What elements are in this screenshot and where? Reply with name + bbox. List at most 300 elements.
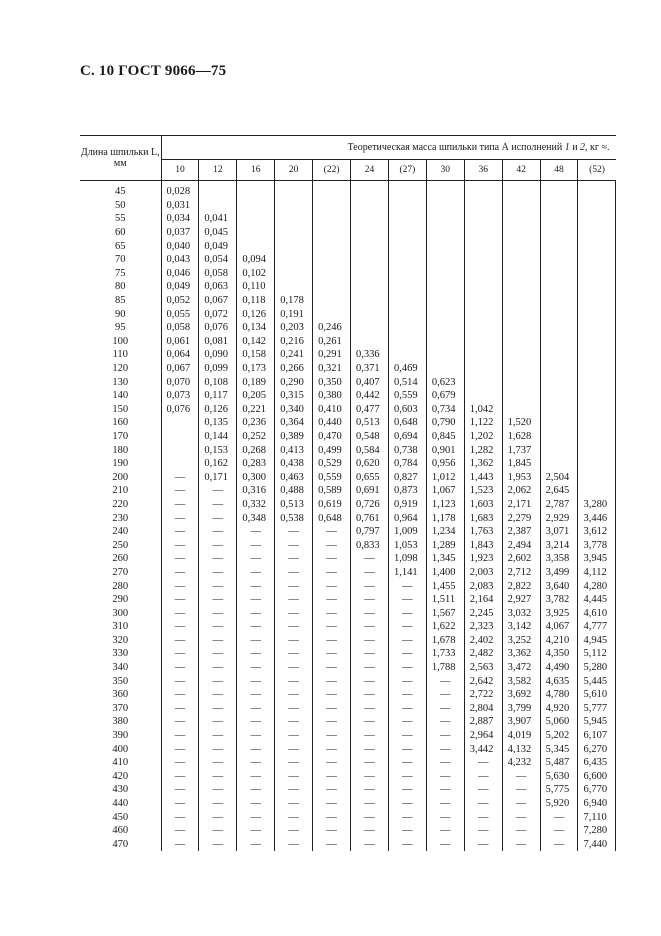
mass-cell: — <box>199 756 237 770</box>
mass-cell: — <box>237 579 275 593</box>
mass-cell: — <box>199 484 237 498</box>
mass-cell <box>388 321 426 335</box>
mass-cell: — <box>199 593 237 607</box>
mass-cell: — <box>313 538 351 552</box>
mass-cell: 0,514 <box>388 375 426 389</box>
mass-cell: — <box>161 742 199 756</box>
mass-cell: — <box>275 525 313 539</box>
mass-cell <box>464 294 502 308</box>
mass-cell <box>351 280 389 294</box>
mass-cell: 3,582 <box>502 674 540 688</box>
mass-cell: 1,567 <box>426 606 464 620</box>
mass-cell: 0,797 <box>351 525 389 539</box>
mass-cell: 0,135 <box>199 416 237 430</box>
table-row <box>80 838 616 852</box>
mass-cell: 0,726 <box>351 498 389 512</box>
length-cell: 270 <box>80 566 161 580</box>
mass-cell: — <box>237 606 275 620</box>
mass-cell: — <box>161 770 199 784</box>
mass-cell: 4,445 <box>578 593 616 607</box>
mass-cell: 1,234 <box>426 525 464 539</box>
mass-cell: — <box>199 552 237 566</box>
mass-cell: 1,443 <box>464 470 502 484</box>
mass-cell: 1,737 <box>502 443 540 457</box>
mass-cell: 0,407 <box>351 375 389 389</box>
mass-cell: 1,053 <box>388 538 426 552</box>
mass-cell: 1,678 <box>426 634 464 648</box>
diameter-header-cell: 16 <box>237 160 275 181</box>
mass-cell <box>388 181 426 199</box>
mass-cell <box>426 267 464 281</box>
mass-cell <box>313 280 351 294</box>
mass-cell: — <box>351 647 389 661</box>
mass-cell: 0,833 <box>351 538 389 552</box>
diameter-header-cell: 20 <box>275 160 313 181</box>
mass-cell: — <box>313 661 351 675</box>
mass-cell: — <box>464 797 502 811</box>
mass-cell: — <box>237 715 275 729</box>
mass-cell: — <box>313 756 351 770</box>
mass-cell: 0,031 <box>161 199 199 213</box>
mass-cell: — <box>199 742 237 756</box>
mass-cell: 0,845 <box>426 430 464 444</box>
mass-title-and: и <box>569 142 581 153</box>
mass-cell: 0,221 <box>237 403 275 417</box>
mass-cell <box>388 294 426 308</box>
diameter-header-cell: 36 <box>464 160 502 181</box>
mass-cell: 0,901 <box>426 443 464 457</box>
length-column-header: Длина шпильки L, мм <box>80 136 161 181</box>
mass-cell <box>426 280 464 294</box>
mass-cell: 0,054 <box>199 253 237 267</box>
mass-cell: 0,178 <box>275 294 313 308</box>
mass-cell: 0,203 <box>275 321 313 335</box>
mass-cell: 2,164 <box>464 593 502 607</box>
mass-cell: — <box>237 552 275 566</box>
mass-cell: 0,513 <box>275 498 313 512</box>
mass-cell <box>502 181 540 199</box>
mass-cell <box>502 348 540 362</box>
table-row <box>80 688 616 702</box>
mass-cell: — <box>388 620 426 634</box>
length-cell: 65 <box>80 239 161 253</box>
mass-cell <box>275 226 313 240</box>
mass-cell <box>313 181 351 199</box>
mass-cell <box>578 253 616 267</box>
mass-cell: 3,778 <box>578 538 616 552</box>
mass-cell: 0,389 <box>275 430 313 444</box>
mass-cell: — <box>351 797 389 811</box>
mass-cell <box>578 335 616 349</box>
mass-cell: 1,067 <box>426 484 464 498</box>
length-cell: 460 <box>80 824 161 838</box>
mass-cell <box>540 389 578 403</box>
mass-cell: 1,289 <box>426 538 464 552</box>
mass-cell <box>161 416 199 430</box>
length-cell: 390 <box>80 729 161 743</box>
mass-cell: — <box>426 838 464 852</box>
mass-cell <box>313 267 351 281</box>
mass-cell: 5,445 <box>578 674 616 688</box>
mass-cell <box>464 226 502 240</box>
mass-cell: 0,034 <box>161 212 199 226</box>
mass-column-header <box>161 136 616 160</box>
mass-cell <box>313 212 351 226</box>
mass-cell <box>275 212 313 226</box>
mass-cell: 0,094 <box>237 253 275 267</box>
table-row <box>80 307 616 321</box>
length-cell: 300 <box>80 606 161 620</box>
mass-cell: — <box>161 470 199 484</box>
mass-cell: 1,622 <box>426 620 464 634</box>
mass-cell: — <box>426 674 464 688</box>
mass-cell: — <box>426 810 464 824</box>
mass-cell: 0,052 <box>161 294 199 308</box>
mass-cell <box>351 226 389 240</box>
mass-cell: 1,009 <box>388 525 426 539</box>
mass-cell: 4,945 <box>578 634 616 648</box>
mass-cell: 0,738 <box>388 443 426 457</box>
mass-cell: — <box>199 729 237 743</box>
mass-cell: 1,012 <box>426 470 464 484</box>
mass-cell <box>275 199 313 213</box>
mass-cell: — <box>426 797 464 811</box>
mass-cell: — <box>388 770 426 784</box>
table-row <box>80 457 616 471</box>
mass-cell: 0,205 <box>237 389 275 403</box>
mass-cell: — <box>351 552 389 566</box>
length-cell: 360 <box>80 688 161 702</box>
mass-cell: 5,060 <box>540 715 578 729</box>
mass-cell <box>502 321 540 335</box>
mass-cell: 0,559 <box>388 389 426 403</box>
mass-cell <box>275 280 313 294</box>
mass-cell: 0,648 <box>313 511 351 525</box>
mass-cell: — <box>275 606 313 620</box>
table-row <box>80 579 616 593</box>
table-row <box>80 702 616 716</box>
mass-cell <box>502 403 540 417</box>
mass-cell: 1,202 <box>464 430 502 444</box>
mass-cell: 0,827 <box>388 470 426 484</box>
mass-cell: — <box>388 824 426 838</box>
mass-cell: 3,692 <box>502 688 540 702</box>
page-title: С. 10 ГОСТ 9066—75 <box>80 63 227 79</box>
mass-cell <box>502 375 540 389</box>
mass-cell: 0,529 <box>313 457 351 471</box>
mass-cell <box>464 321 502 335</box>
mass-cell: 0,300 <box>237 470 275 484</box>
mass-cell: — <box>199 498 237 512</box>
mass-cell <box>578 294 616 308</box>
mass-cell <box>161 443 199 457</box>
mass-cell: — <box>275 756 313 770</box>
mass-cell: — <box>275 538 313 552</box>
mass-cell: 5,487 <box>540 756 578 770</box>
length-cell: 280 <box>80 579 161 593</box>
mass-cell: 0,058 <box>199 267 237 281</box>
mass-cell: 0,321 <box>313 362 351 376</box>
mass-cell: 0,072 <box>199 307 237 321</box>
mass-cell: — <box>388 579 426 593</box>
mass-cell: 0,691 <box>351 484 389 498</box>
mass-cell: 0,076 <box>161 403 199 417</box>
mass-cell: — <box>502 770 540 784</box>
mass-cell: — <box>161 525 199 539</box>
mass-cell: — <box>237 770 275 784</box>
mass-cell <box>351 335 389 349</box>
mass-cell <box>426 362 464 376</box>
mass-cell: 0,734 <box>426 403 464 417</box>
mass-cell: — <box>237 593 275 607</box>
mass-cell: — <box>313 770 351 784</box>
mass-cell: 1,628 <box>502 430 540 444</box>
mass-cell <box>578 416 616 430</box>
mass-cell: 0,261 <box>313 335 351 349</box>
mass-cell <box>578 212 616 226</box>
mass-cell: — <box>199 702 237 716</box>
mass-cell: — <box>313 702 351 716</box>
mass-cell <box>426 181 464 199</box>
mass-cell <box>388 226 426 240</box>
mass-cell <box>578 430 616 444</box>
mass-cell <box>351 181 389 199</box>
mass-cell: 3,071 <box>540 525 578 539</box>
mass-cell: 6,770 <box>578 783 616 797</box>
table-row <box>80 348 616 362</box>
mass-cell: 4,635 <box>540 674 578 688</box>
mass-cell <box>540 267 578 281</box>
mass-cell: 0,790 <box>426 416 464 430</box>
mass-cell: — <box>313 606 351 620</box>
mass-cell: 2,822 <box>502 579 540 593</box>
mass-cell: 0,268 <box>237 443 275 457</box>
mass-cell: 4,067 <box>540 620 578 634</box>
mass-cell: 1,511 <box>426 593 464 607</box>
mass-cell <box>464 335 502 349</box>
mass-cell: 3,252 <box>502 634 540 648</box>
length-cell: 290 <box>80 593 161 607</box>
mass-cell: 0,332 <box>237 498 275 512</box>
mass-cell: — <box>464 756 502 770</box>
mass-cell: 2,062 <box>502 484 540 498</box>
mass-cell: 4,610 <box>578 606 616 620</box>
mass-cell <box>388 280 426 294</box>
mass-cell: 1,523 <box>464 484 502 498</box>
length-cell: 60 <box>80 226 161 240</box>
length-cell: 380 <box>80 715 161 729</box>
mass-cell: 0,067 <box>199 294 237 308</box>
mass-cell: 0,076 <box>199 321 237 335</box>
mass-cell <box>578 375 616 389</box>
mass-cell: 4,210 <box>540 634 578 648</box>
mass-cell: — <box>199 511 237 525</box>
mass-cell: — <box>237 797 275 811</box>
mass-cell: — <box>351 742 389 756</box>
mass-cell: 2,482 <box>464 647 502 661</box>
mass-cell: — <box>199 579 237 593</box>
mass-cell <box>351 212 389 226</box>
mass-cell: 0,469 <box>388 362 426 376</box>
mass-cell: 1,455 <box>426 579 464 593</box>
mass-cell <box>578 307 616 321</box>
mass-cell: — <box>313 525 351 539</box>
mass-cell <box>464 212 502 226</box>
mass-cell: 1,520 <box>502 416 540 430</box>
mass-cell: — <box>275 742 313 756</box>
mass-cell: 1,098 <box>388 552 426 566</box>
mass-cell: — <box>351 688 389 702</box>
mass-cell: 1,178 <box>426 511 464 525</box>
mass-cell <box>502 362 540 376</box>
mass-cell: 7,280 <box>578 824 616 838</box>
length-cell: 400 <box>80 742 161 756</box>
mass-cell: 0,099 <box>199 362 237 376</box>
mass-cell: — <box>388 634 426 648</box>
table-row <box>80 729 616 743</box>
mass-cell: — <box>161 484 199 498</box>
mass-cell <box>388 335 426 349</box>
mass-cell: 1,123 <box>426 498 464 512</box>
length-cell: 250 <box>80 538 161 552</box>
length-cell: 180 <box>80 443 161 457</box>
mass-cell: 2,642 <box>464 674 502 688</box>
mass-cell <box>426 348 464 362</box>
mass-cell: 3,214 <box>540 538 578 552</box>
mass-cell <box>313 239 351 253</box>
mass-cell: 0,463 <box>275 470 313 484</box>
mass-cell: — <box>313 729 351 743</box>
mass-cell: 3,499 <box>540 566 578 580</box>
mass-cell: — <box>161 797 199 811</box>
mass-cell: — <box>275 579 313 593</box>
mass-cell: — <box>275 688 313 702</box>
diameter-header-cell: 48 <box>540 160 578 181</box>
mass-cell: — <box>540 838 578 852</box>
mass-cell: — <box>161 838 199 852</box>
mass-cell: 0,110 <box>237 280 275 294</box>
table-row <box>80 362 616 376</box>
mass-cell: 0,045 <box>199 226 237 240</box>
mass-cell: 3,925 <box>540 606 578 620</box>
mass-cell <box>540 348 578 362</box>
mass-cell: 3,907 <box>502 715 540 729</box>
mass-cell: 2,563 <box>464 661 502 675</box>
mass-cell <box>351 253 389 267</box>
mass-cell: 0,655 <box>351 470 389 484</box>
mass-cell <box>578 348 616 362</box>
mass-cell: — <box>237 824 275 838</box>
mass-cell: — <box>199 620 237 634</box>
mass-cell: — <box>161 538 199 552</box>
mass-cell <box>464 239 502 253</box>
mass-cell: 5,280 <box>578 661 616 675</box>
mass-cell: — <box>351 702 389 716</box>
mass-cell: — <box>540 824 578 838</box>
diameter-header-row <box>80 160 616 181</box>
mass-cell: — <box>199 674 237 688</box>
mass-cell: 2,504 <box>540 470 578 484</box>
length-cell: 470 <box>80 838 161 852</box>
length-cell: 120 <box>80 362 161 376</box>
table-row <box>80 797 616 811</box>
table-row <box>80 335 616 349</box>
mass-cell: — <box>388 647 426 661</box>
mass-cell: 3,612 <box>578 525 616 539</box>
mass-cell: 0,291 <box>313 348 351 362</box>
mass-cell: — <box>161 688 199 702</box>
mass-cell: 0,648 <box>388 416 426 430</box>
mass-cell: — <box>275 729 313 743</box>
mass-cell <box>388 307 426 321</box>
table-row <box>80 416 616 430</box>
table-row <box>80 783 616 797</box>
mass-cell: 0,442 <box>351 389 389 403</box>
mass-cell: — <box>502 783 540 797</box>
mass-cell <box>351 239 389 253</box>
mass-cell: 0,049 <box>161 280 199 294</box>
mass-cell: 0,619 <box>313 498 351 512</box>
table-row <box>80 593 616 607</box>
length-cell: 320 <box>80 634 161 648</box>
mass-cell: — <box>161 634 199 648</box>
mass-cell: 0,694 <box>388 430 426 444</box>
mass-cell: 0,252 <box>237 430 275 444</box>
table-row <box>80 770 616 784</box>
mass-cell <box>578 199 616 213</box>
mass-cell <box>502 239 540 253</box>
mass-cell: — <box>351 674 389 688</box>
table-row <box>80 810 616 824</box>
length-cell: 160 <box>80 416 161 430</box>
mass-cell: — <box>313 674 351 688</box>
mass-cell: 0,102 <box>237 267 275 281</box>
mass-cell: 1,763 <box>464 525 502 539</box>
mass-cell: — <box>351 620 389 634</box>
mass-cell: 4,780 <box>540 688 578 702</box>
length-cell: 80 <box>80 280 161 294</box>
mass-cell: 2,279 <box>502 511 540 525</box>
mass-cell <box>351 267 389 281</box>
mass-cell: — <box>161 715 199 729</box>
mass-cell <box>426 307 464 321</box>
mass-cell <box>578 443 616 457</box>
mass-cell: — <box>199 824 237 838</box>
mass-cell: 0,364 <box>275 416 313 430</box>
mass-cell: — <box>388 593 426 607</box>
mass-cell <box>502 199 540 213</box>
mass-cell: 1,845 <box>502 457 540 471</box>
mass-cell: 1,603 <box>464 498 502 512</box>
mass-cell: 0,316 <box>237 484 275 498</box>
mass-cell: 3,358 <box>540 552 578 566</box>
table-row <box>80 756 616 770</box>
mass-cell: 0,058 <box>161 321 199 335</box>
mass-cell: 0,126 <box>237 307 275 321</box>
mass-cell <box>502 226 540 240</box>
mass-cell <box>540 280 578 294</box>
table-row <box>80 634 616 648</box>
mass-cell: — <box>426 742 464 756</box>
mass-cell: — <box>351 756 389 770</box>
table-row <box>80 661 616 675</box>
mass-cell: — <box>426 756 464 770</box>
table-row <box>80 742 616 756</box>
mass-cell: — <box>351 824 389 838</box>
mass-cell: 3,142 <box>502 620 540 634</box>
table-row <box>80 253 616 267</box>
mass-cell: — <box>388 756 426 770</box>
